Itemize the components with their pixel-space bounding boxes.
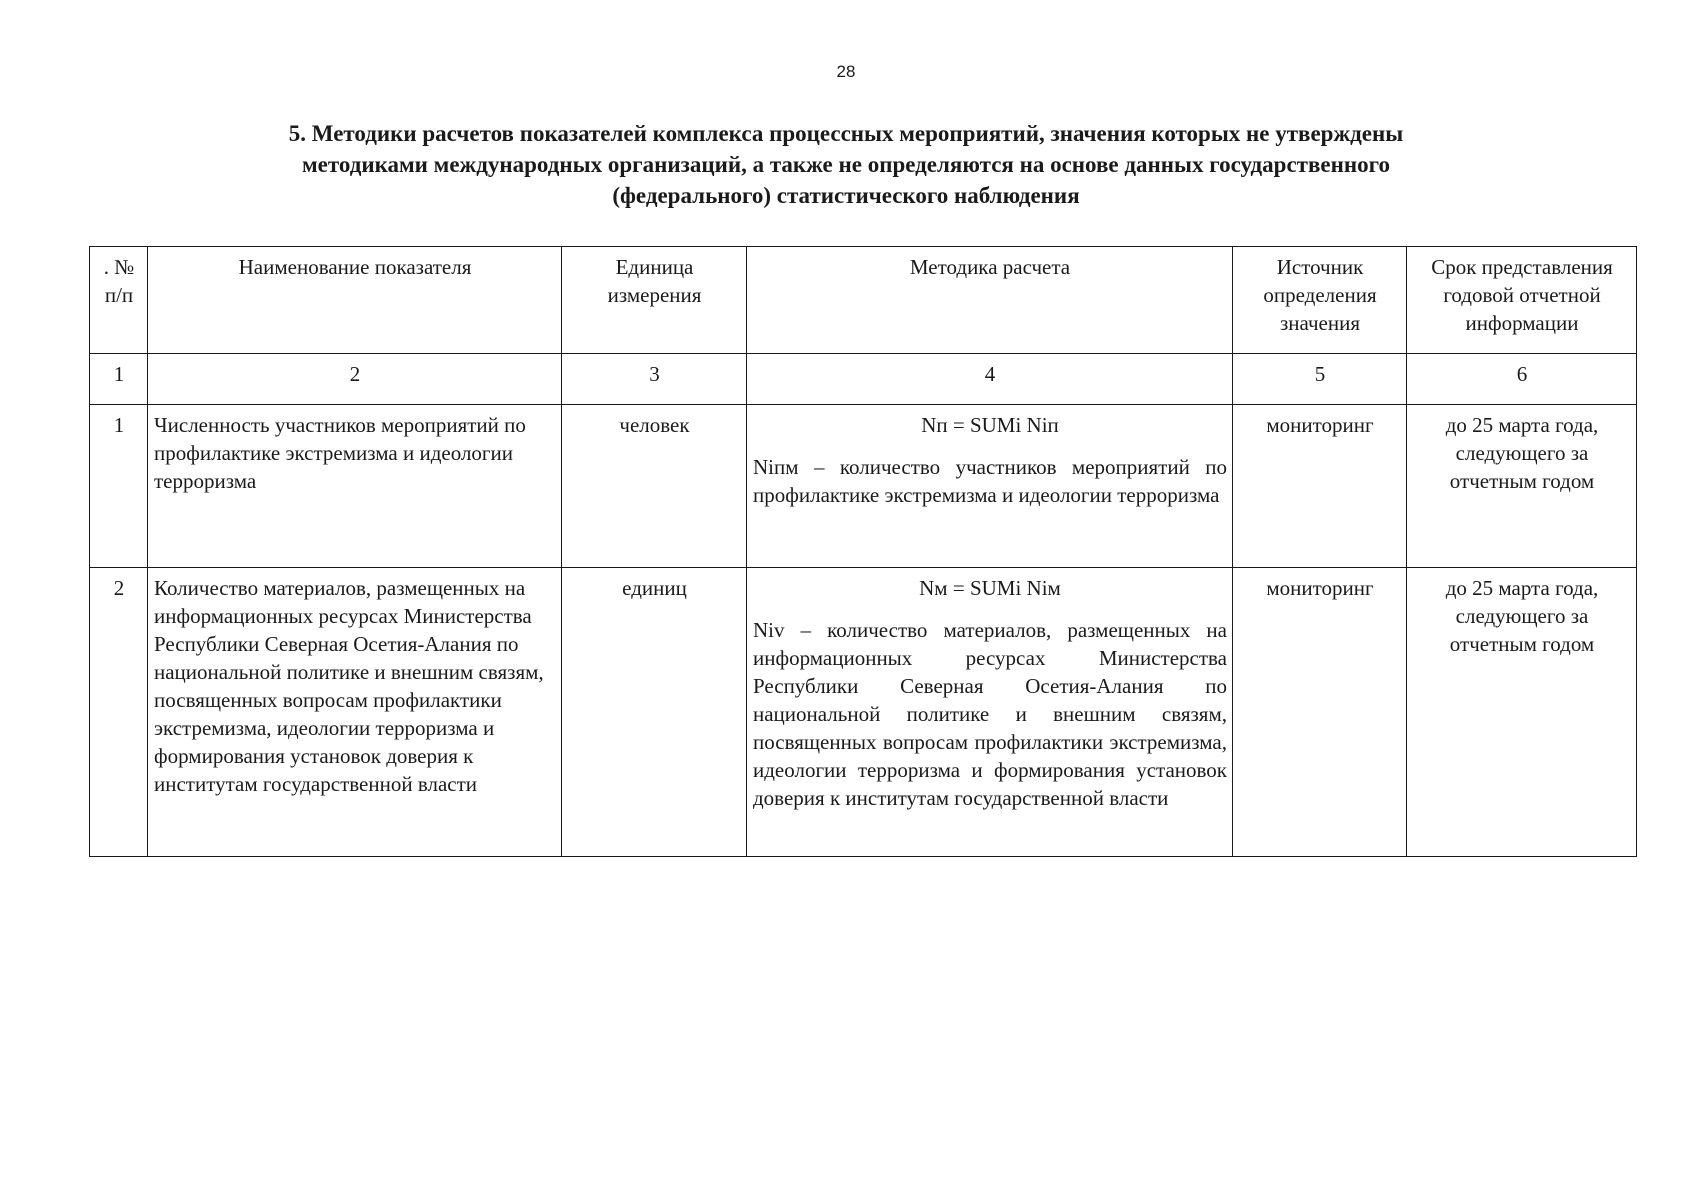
column-number: 3 [562, 354, 747, 405]
header-num: . № п/п [90, 247, 148, 354]
reporting-deadline: до 25 марта года, следующего за отчетным годом [1407, 568, 1637, 857]
indicators-table [89, 246, 1637, 857]
column-number: 5 [1233, 354, 1407, 405]
formula-description: Niпм – количество участников мероприятий по профилактике экстремизма и идеологии терроризма [753, 455, 1227, 507]
column-number: 6 [1407, 354, 1637, 405]
header-source: Источник определения значения [1233, 247, 1407, 354]
heading-line-2: методиками международных организаций, а также не определяются на основе данных государственного [302, 152, 1390, 177]
header-unit: Единица измерения [562, 247, 747, 354]
formula: Nп = SUMi Niп [921, 413, 1059, 437]
table-header-row [90, 247, 1637, 354]
indicator-name: Количество материалов, размещенных на информационных ресурсах Министерства Республики Северная Осетия-Алания по национальной политике и внешним связям, посвященных вопросам профилактики экстремизма, идеологии терроризма и формирования установок доверия к институтам государственной власти [148, 568, 562, 857]
column-number: 1 [90, 354, 148, 405]
header-method: Методика расчета [747, 247, 1233, 354]
unit-of-measure: единиц [562, 568, 747, 857]
column-number: 2 [148, 354, 562, 405]
reporting-deadline: до 25 марта года, следующего за отчетным годом [1407, 405, 1637, 568]
column-number-row [90, 354, 1637, 405]
data-source: мониторинг [1233, 568, 1407, 857]
heading-line-1: 5. Методики расчетов показателей комплекса процессных мероприятий, значения которых не утверждены [288, 121, 1404, 146]
row-number: 1 [90, 405, 148, 568]
header-name: Наименование показателя [148, 247, 562, 354]
data-source: мониторинг [1233, 405, 1407, 568]
indicator-name: Численность участников мероприятий по профилактике экстремизма и идеологии терроризма [148, 405, 562, 568]
column-number: 4 [747, 354, 1233, 405]
header-deadline: Срок представления годовой отчетной информации [1407, 247, 1637, 354]
calculation-method [747, 405, 1233, 568]
formula: Nм = SUMi Niм [919, 576, 1061, 600]
formula-description: Niv – количество материалов, размещенных на информационных ресурсах Министерства Республики Северная Осетия-Алания по национальной политике и внешним связям, посвященных вопросам профилактики экстремизма, идеологии терроризма и формирования установок доверия к институтам государственной власти [753, 618, 1227, 810]
table-row [90, 405, 1637, 568]
page-number: 28 [836, 62, 856, 81]
row-number: 2 [90, 568, 148, 857]
heading-line-3: (федерального) статистического наблюдения [612, 183, 1080, 208]
table-row [90, 568, 1637, 857]
unit-of-measure: человек [562, 405, 747, 568]
section-heading [150, 118, 1542, 211]
calculation-method [747, 568, 1233, 857]
